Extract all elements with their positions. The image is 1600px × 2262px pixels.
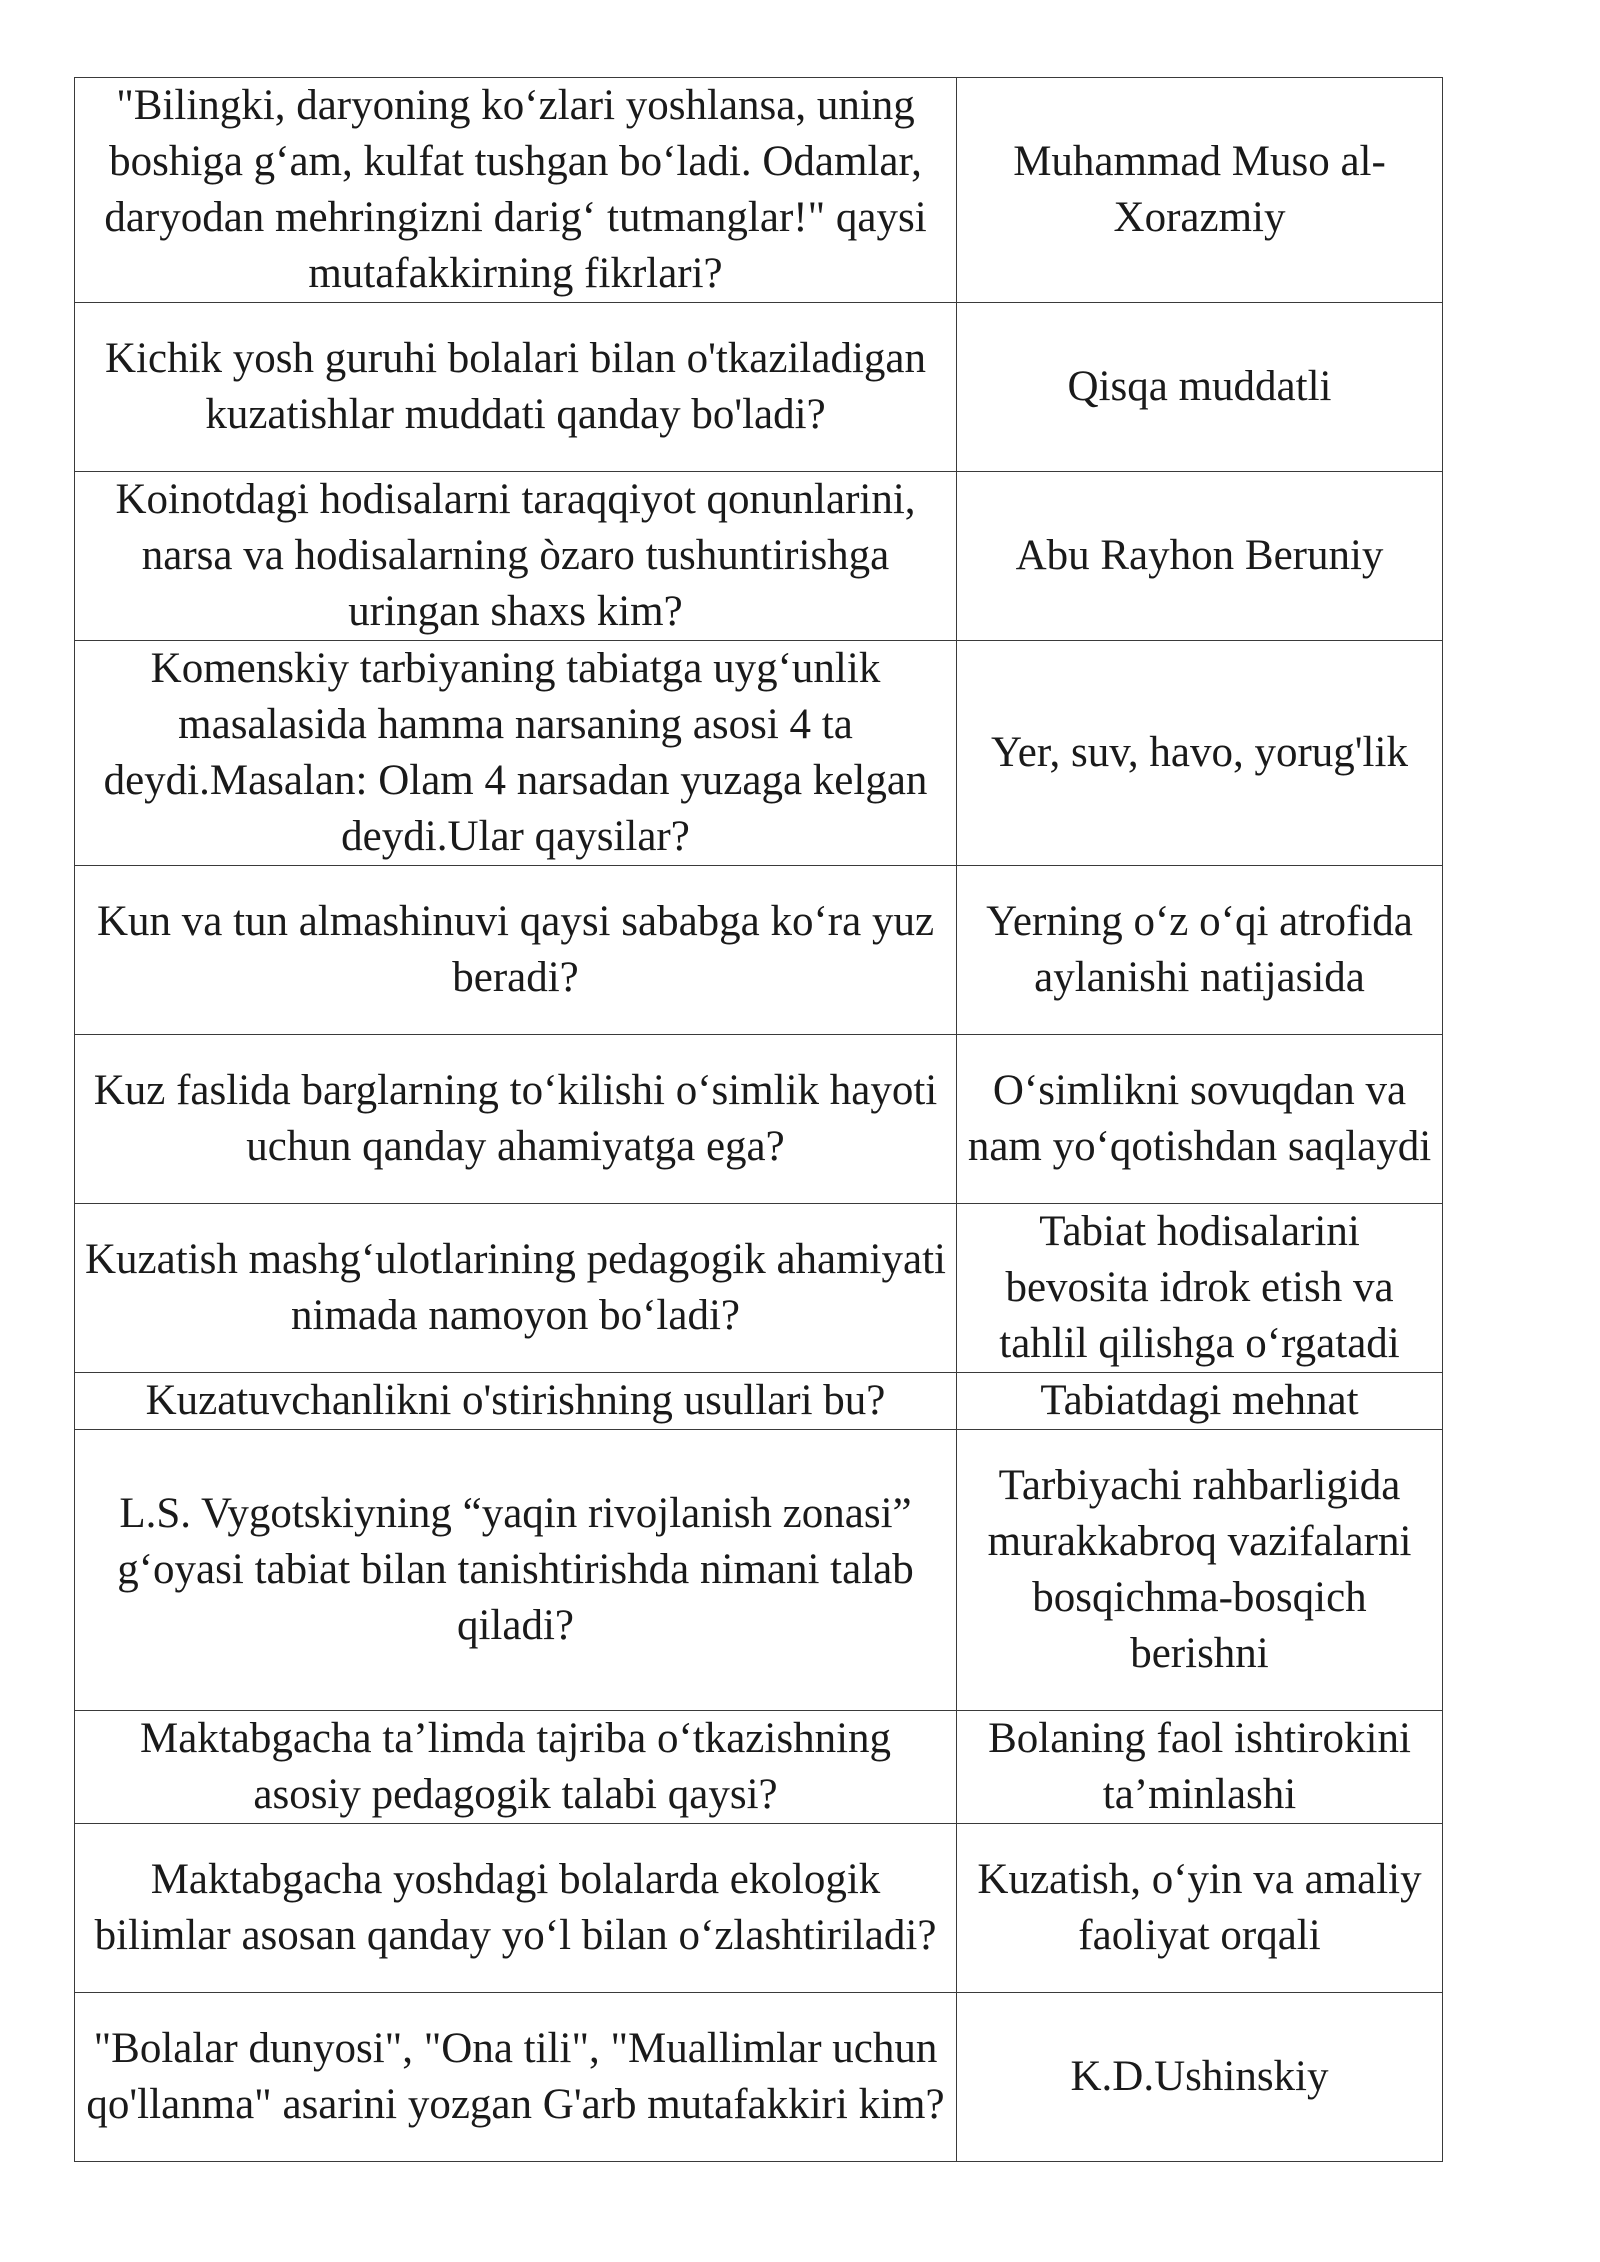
answer-cell: Tabiat hodisalarini bevosita idrok etish va tahlil qilishga o‘rgatadi bbox=[957, 1204, 1443, 1373]
answer-cell: Yer, suv, havo, yorug'lik bbox=[957, 641, 1443, 866]
question-cell: "Bilingki, daryoning ko‘zlari yoshlansa, uning boshiga g‘am, kulfat tushgan bo‘ladi. Odamlar, daryodan mehringizni darig‘ tutmanglar!" qaysi mutafakkirning fikrlari? bbox=[75, 78, 957, 303]
question-cell: Kuzatuvchanlikni o'stirishning usullari bu? bbox=[75, 1373, 957, 1430]
table-row bbox=[75, 1035, 1443, 1204]
question-cell: Komenskiy tarbiyaning tabiatga uyg‘unlik masalasida hamma narsaning asosi 4 ta deydi.Masalan: Olam 4 narsadan yuzaga kelgan deydi.Ular qaysilar? bbox=[75, 641, 957, 866]
answer-cell: Bolaning faol ishtirokini ta’minlashi bbox=[957, 1711, 1443, 1824]
question-cell: Kuz faslida barglarning to‘kilishi o‘simlik hayoti uchun qanday ahamiyatga ega? bbox=[75, 1035, 957, 1204]
answer-cell: O‘simlikni sovuqdan va nam yo‘qotishdan saqlaydi bbox=[957, 1035, 1443, 1204]
table-row bbox=[75, 641, 1443, 866]
question-cell: Koinotdagi hodisalarni taraqqiyot qonunlarini, narsa va hodisalarning òzaro tushuntirishga uringan shaxs kim? bbox=[75, 472, 957, 641]
table-row bbox=[75, 1373, 1443, 1430]
answer-cell: Tabiatdagi mehnat bbox=[957, 1373, 1443, 1430]
table-row bbox=[75, 1824, 1443, 1993]
table-row bbox=[75, 1993, 1443, 2162]
question-cell: Kichik yosh guruhi bolalari bilan o'tkaziladigan kuzatishlar muddati qanday bo'ladi? bbox=[75, 303, 957, 472]
table-row bbox=[75, 1204, 1443, 1373]
question-cell: Maktabgacha yoshdagi bolalarda ekologik bilimlar asosan qanday yo‘l bilan o‘zlashtiriladi? bbox=[75, 1824, 957, 1993]
answer-cell: Tarbiyachi rahbarligida murakkabroq vazifalarni bosqichma-bosqich berishni bbox=[957, 1430, 1443, 1711]
answer-cell: Muhammad Muso al-Xorazmiy bbox=[957, 78, 1443, 303]
question-cell: "Bolalar dunyosi", "Ona tili", "Muallimlar uchun qo'llanma" asarini yozgan G'arb mutafakkiri kim? bbox=[75, 1993, 957, 2162]
question-cell: Kun va tun almashinuvi qaysi sababga ko‘ra yuz beradi? bbox=[75, 866, 957, 1035]
table-row bbox=[75, 303, 1443, 472]
table-row bbox=[75, 1430, 1443, 1711]
qa-table bbox=[74, 77, 1443, 2162]
table-row bbox=[75, 78, 1443, 303]
table-row bbox=[75, 1711, 1443, 1824]
question-cell: L.S. Vygotskiyning “yaqin rivojlanish zonasi” g‘oyasi tabiat bilan tanishtirishda nimani talab qiladi? bbox=[75, 1430, 957, 1711]
answer-cell: Yerning o‘z o‘qi atrofida aylanishi natijasida bbox=[957, 866, 1443, 1035]
question-cell: Maktabgacha ta’limda tajriba o‘tkazishning asosiy pedagogik talabi qaysi? bbox=[75, 1711, 957, 1824]
answer-cell: Abu Rayhon Beruniy bbox=[957, 472, 1443, 641]
answer-cell: Qisqa muddatli bbox=[957, 303, 1443, 472]
answer-cell: K.D.Ushinskiy bbox=[957, 1993, 1443, 2162]
table-row bbox=[75, 472, 1443, 641]
table-row bbox=[75, 866, 1443, 1035]
qa-table-body bbox=[75, 78, 1443, 2162]
answer-cell: Kuzatish, o‘yin va amaliy faoliyat orqali bbox=[957, 1824, 1443, 1993]
question-cell: Kuzatish mashg‘ulotlarining pedagogik ahamiyati nimada namoyon bo‘ladi? bbox=[75, 1204, 957, 1373]
